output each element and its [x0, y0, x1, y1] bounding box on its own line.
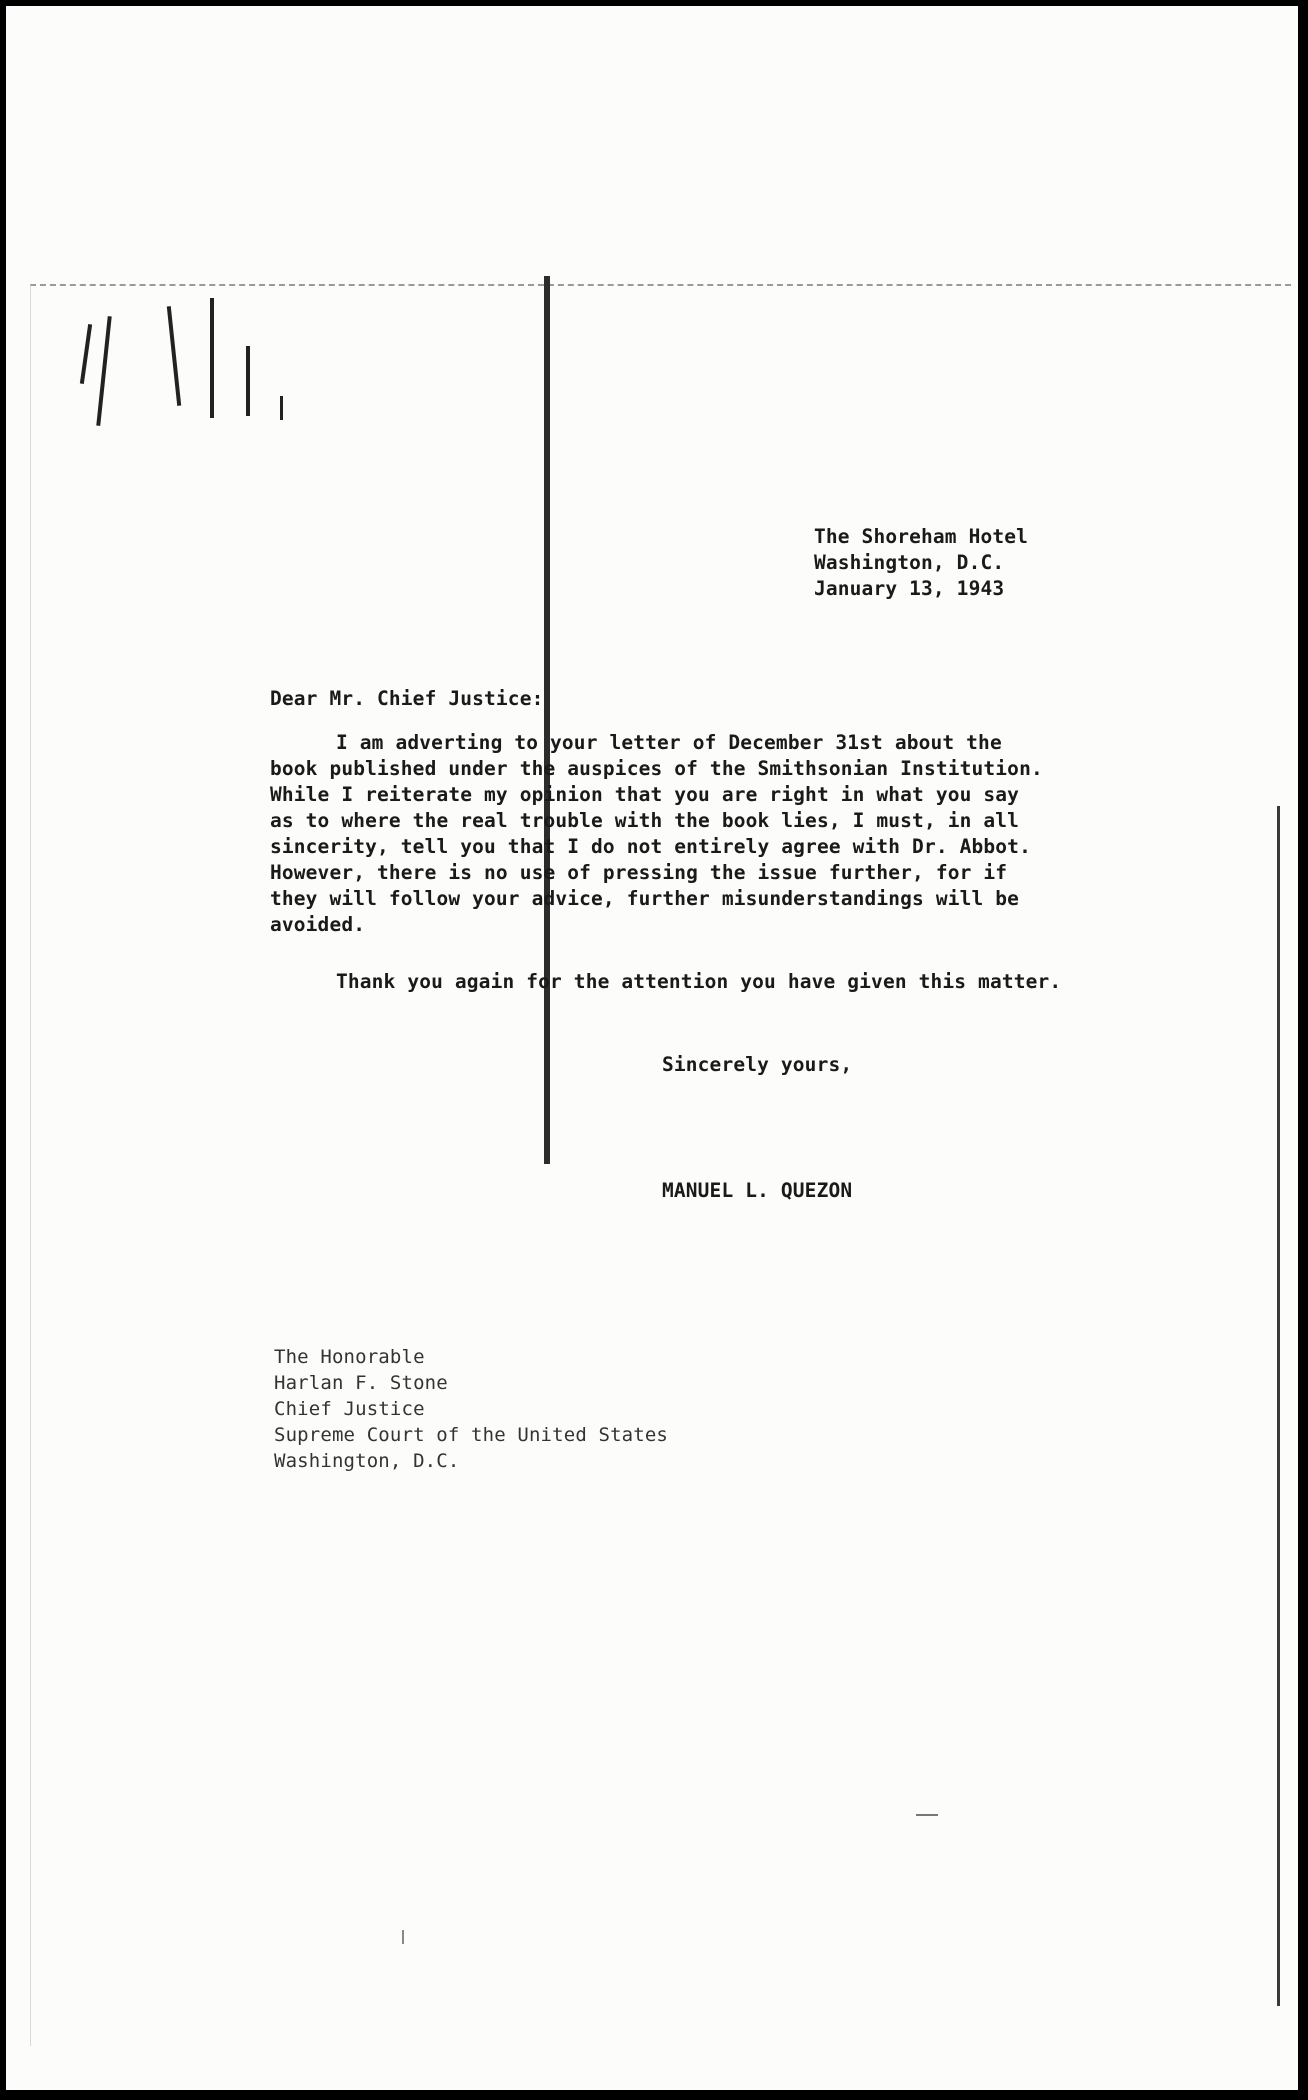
recipient-line: Chief Justice	[274, 1398, 425, 1420]
salutation: Dear Mr. Chief Justice:	[270, 687, 544, 710]
body-line: book published under the auspices of the Smithsonian Institution.	[270, 757, 1043, 780]
stray-mark	[916, 1814, 938, 1816]
letterhead-line: The Shoreham Hotel	[814, 525, 1029, 548]
letter-date: January 13, 1943	[814, 577, 1005, 600]
stray-mark	[402, 1930, 404, 1944]
scanned-page	[6, 6, 1298, 2090]
body-line: While I reiterate my opinion that you are right in what you say	[270, 783, 1020, 806]
thanks-line: Thank you again for the attention you have given this matter.	[336, 970, 1062, 993]
recipient-line: Supreme Court of the United States	[274, 1424, 669, 1446]
recipient-line: Harlan F. Stone	[274, 1372, 448, 1394]
pen-mark	[210, 298, 214, 418]
body-line: However, there is no use of pressing the issue further, for if	[270, 861, 1008, 884]
body-line: they will follow your advice, further misunderstandings will be	[270, 887, 1020, 910]
body-line: I am adverting to your letter of December 31st about the	[336, 731, 1002, 754]
body-paragraph	[270, 730, 1043, 938]
recipient-line: Washington, D.C.	[274, 1450, 460, 1472]
signature-name: MANUEL L. QUEZON	[662, 1179, 853, 1202]
pen-mark	[280, 396, 283, 420]
body-line: as to where the real trouble with the book lies, I must, in all	[270, 809, 1020, 832]
closing: Sincerely yours,	[662, 1053, 853, 1076]
pen-mark	[246, 346, 250, 416]
letterhead-line: Washington, D.C.	[814, 551, 1005, 574]
letterhead-block	[814, 524, 1028, 602]
letter-sheet	[30, 284, 1291, 2046]
page-edge	[1277, 806, 1280, 2006]
recipient-line: The Honorable	[274, 1346, 425, 1368]
body-line: sincerity, tell you that I do not entirely agree with Dr. Abbot.	[270, 835, 1031, 858]
recipient-address	[274, 1344, 668, 1474]
body-line: avoided.	[270, 913, 366, 936]
fold-line	[544, 276, 550, 1164]
